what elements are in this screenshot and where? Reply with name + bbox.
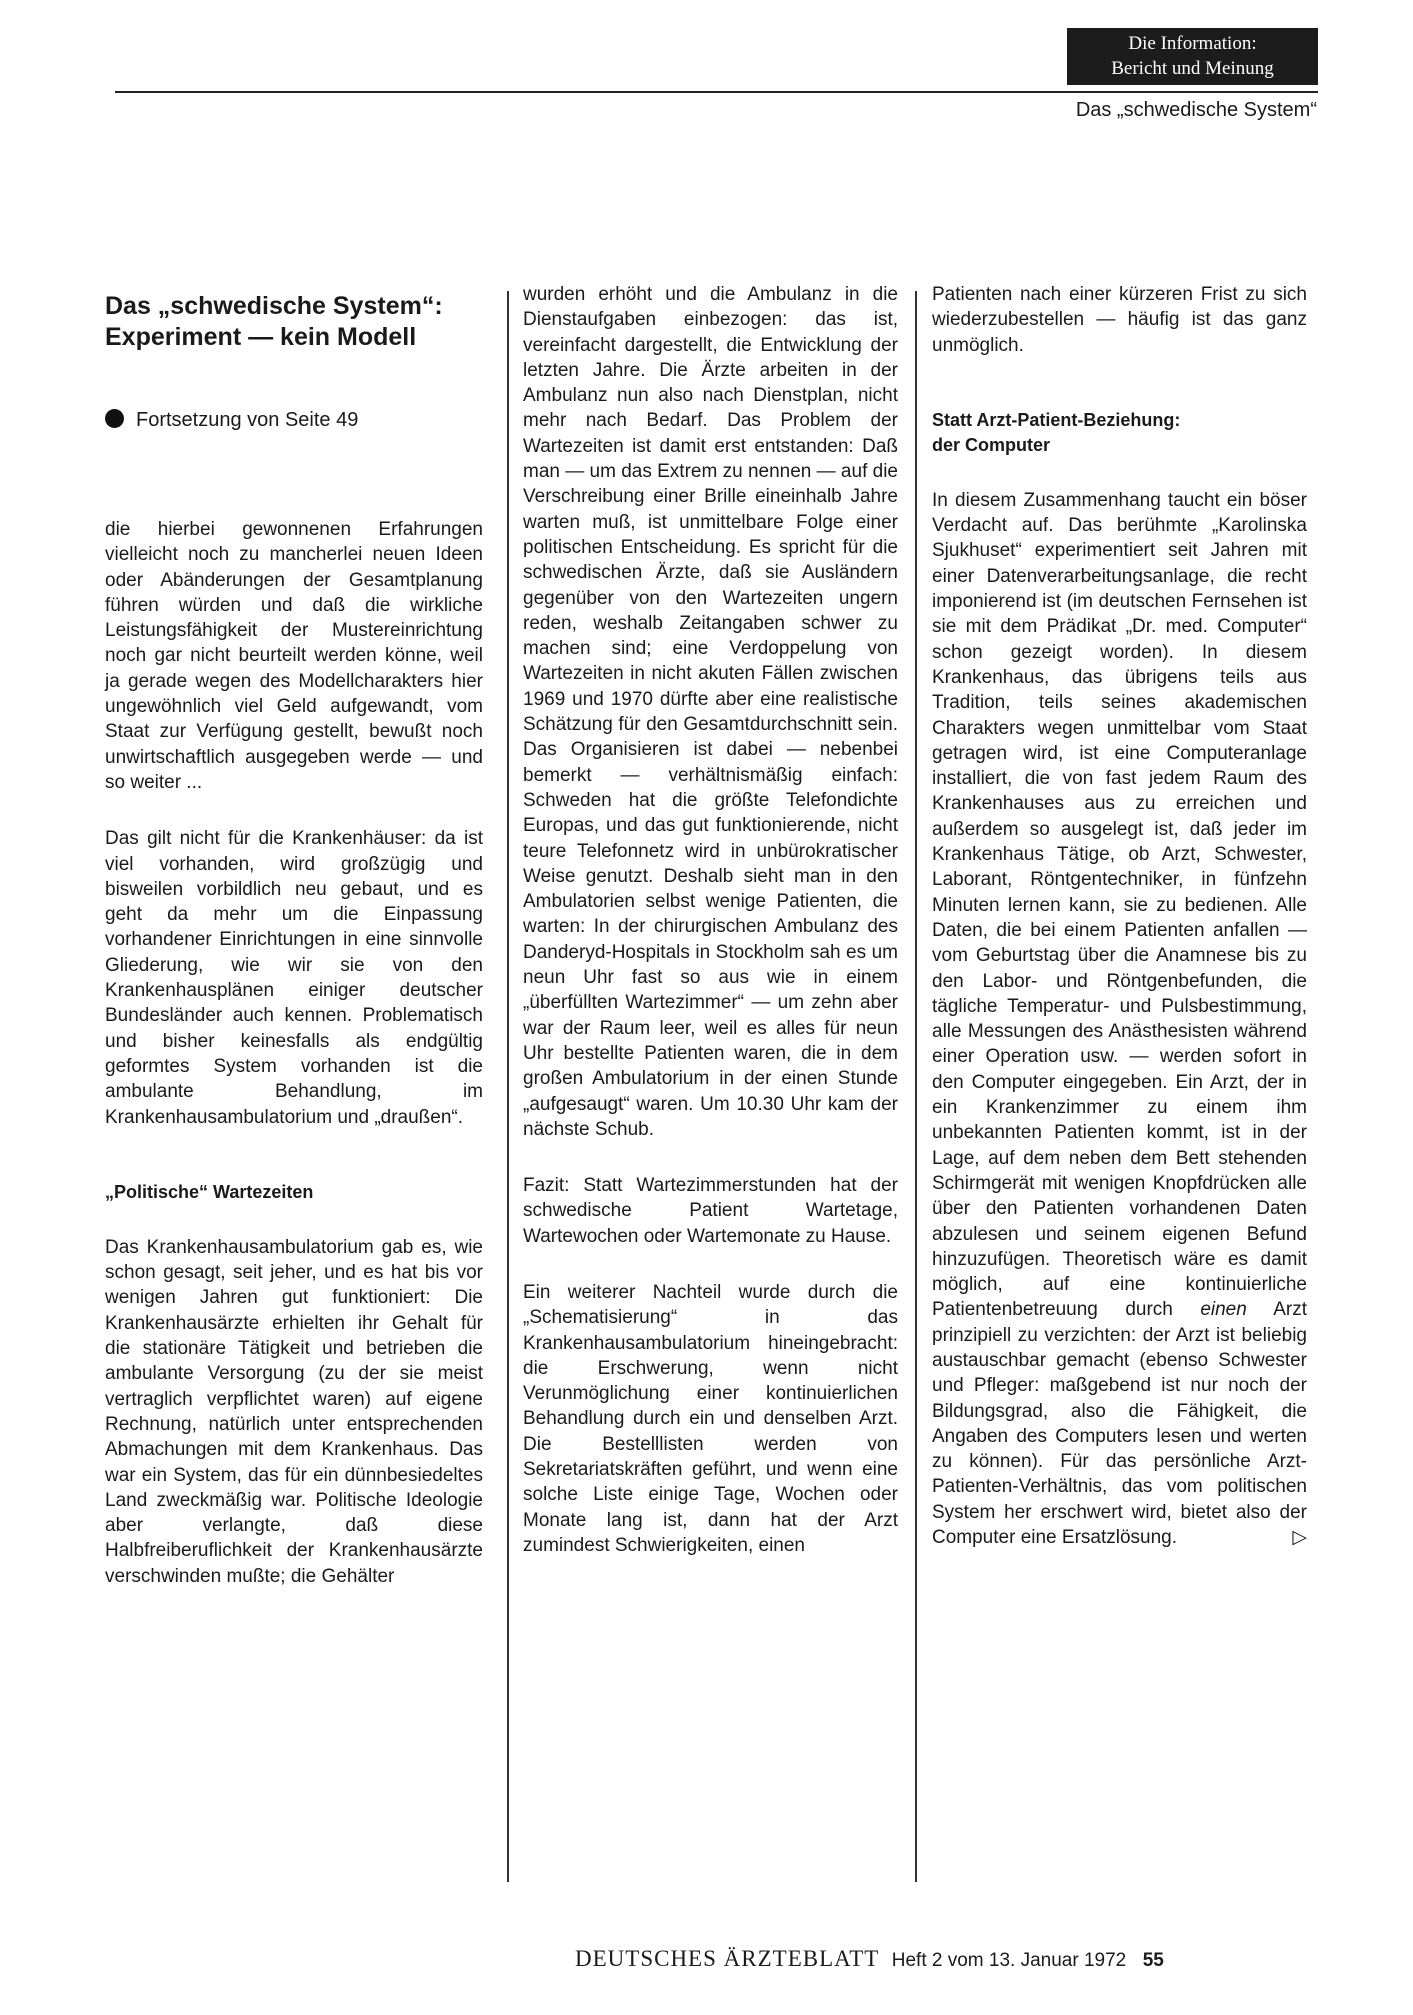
continue-arrow-icon: ▷ <box>1292 1527 1307 1549</box>
col1-paragraph-1: die hierbei gewonnenen Erfahrungen vielleicht noch zu mancherlei neuen Ideen oder Abänderungen der Gesamtplanung führen würden und daß die wirkliche Leistungsfähigkeit der Mustereinrichtung noch gar nicht beurteilt werden könne, weil ja gerade wegen des Modellcharakters hier ungewöhnlich viel Geld aufgewandt, vom Staat zur Verfügung gestellt, bewußt noch unwirtschaftlich ausgegeben werde — und so weiter ... <box>105 519 483 793</box>
column-divider-1 <box>507 291 509 1882</box>
col2-paragraph-1: wurden erhöht und die Ambulanz in die Dienstaufgaben einbezogen: das ist, vereinfacht dargestellt, die Entwicklung der letzten Jahre. Die Ärzte arbeiten in der Ambulanz nun also nach Dienstplan, nicht mehr nach Bedarf. Das Problem der Wartezeiten ist damit erst entstanden: Daß man — um das Extrem zu nennen — auf die Verschreibung einer Brille eineinhalb Jahre warten muß, ist unmittelbare Folge einer politischen Entscheidung. Es spricht für die schwedischen Ärzte, daß sie Ausländern gegenüber von den Wartezeiten ungern reden, weshalb Zeitangaben schwer zu machen sind; eine Verdoppelung von Wartezeiten in nicht akuten Fällen zwischen 1969 und 1970 dürfte aber eine realistische Schätzung für den Gesamtdurchschnitt sein. Das Organisieren ist dabei — nebenbei bemerkt — verhältnismäßig einfach: Schweden hat die größte Telefondichte Europas, und das gut funktionierende, nicht teure Telefonnetz wird in unbürokratischer Weise genutzt. Deshalb sieht man in den Ambulatorien selbst wenige Patienten, die warten: In der chirurgischen Ambulanz des Danderyd-Hospitals in Stockholm sah es um neun Uhr fast so aus wie in einem „überfüllten Wartezimmer“ — um zehn aber war der Raum leer, weil es alles für neun Uhr bestellte Patienten waren, die in dem großen Ambulatorium in der einen Stunde „aufgesaugt“ waren. Um 10.30 Uhr kam der nächste Schub. <box>523 284 898 1140</box>
issue-info: Heft 2 vom 13. Januar 1972 <box>891 1950 1127 1971</box>
col3-paragraph-2-part-b: Arzt prinzipiell zu verzichten: der Arzt ist beliebig austauschbar gemacht (ebenso Schwester und Pfleger: maßgebend ist nur noch der Bildungsgrad, also die Fähigkeit, die Angaben des Computers lesen und werten zu können). Für das persönliche Arzt-Patienten-Verhältnis, das vom politischen System her erschwert wird, bietet also der Computer eine Ersatzlösung. <box>932 1299 1308 1549</box>
article-title-line2: Experiment — kein Modell <box>105 323 417 351</box>
col1-paragraph-2: Das gilt nicht für die Krankenhäuser: da ist viel vorhanden, wird großzügig und bisweilen vorbildlich neu gebaut, und es geht da mehr um die Einpassung vorhandener Einrichtungen in eine sinnvolle Gliederung, wie wir sie von den Krankenhausplänen einiger deutscher Bundesländer auch kennen. Problematisch und bisher keinesfalls als endgültig geformtes System vorhanden ist die ambulante Behandlung, im Krankenhausambulatorium und „draußen“. <box>105 828 483 1128</box>
article-title <box>105 291 483 353</box>
section-badge-line1: Die Information: <box>1128 33 1257 54</box>
col2-paragraph-2: Fazit: Statt Wartezimmerstunden hat der schwedische Patient Wartetage, Wartewochen oder Wartemonate zu Hause. <box>523 1175 898 1247</box>
continuation-note <box>105 407 483 433</box>
header-rule <box>115 91 1318 93</box>
page-footer <box>575 1946 1164 1972</box>
col3-emphasis: einen <box>1200 1299 1247 1321</box>
article-title-line1: Das „schwedische System“: <box>105 292 443 320</box>
col3-paragraph-2 <box>932 488 1307 1550</box>
subheading-computer <box>932 408 1307 458</box>
section-badge <box>1067 28 1318 85</box>
section-badge-line2: Bericht und Meinung <box>1111 58 1274 79</box>
subheading-computer-line1: Statt Arzt-Patient-Beziehung: <box>932 409 1181 430</box>
page-number: 55 <box>1142 1950 1164 1971</box>
col1-paragraph-3: Das Krankenhausambulatorium gab es, wie schon gesagt, seit jeher, und es hat bis vor wenigen Jahren gut funktioniert: Die Krankenhausärzte erhielten ihr Gehalt für die stationäre Tätigkeit und betrieben die ambulante Versorgung (zu der sie meist vertraglich verpflichtet waren) auf eigene Rechnung, natürlich unter entsprechenden Abmachungen mit dem Krankenhaus. Das war ein System, das für ein dünnbesiedeltes Land zweckmäßig war. Politische Ideologie aber verlangte, daß diese Halbfreiberuflichkeit der Krankenhausärzte verschwinden mußte; die Gehälter <box>105 1236 483 1587</box>
subheading-computer-line2: der Computer <box>932 434 1051 455</box>
subheading-politische-wartezeiten: „Politische“ Wartezeiten <box>105 1181 314 1202</box>
column-divider-2 <box>915 291 917 1882</box>
column-2 <box>523 282 898 1558</box>
col3-paragraph-1: Patienten nach einer kürzeren Frist zu sich wiederzubestellen — häufig ist das ganz unmöglich. <box>932 284 1307 356</box>
col2-paragraph-3: Ein weiterer Nachteil wurde durch die „Schematisierung“ in das Krankenhausambulatorium hineingebracht: die Erschwerung, wenn nicht Verunmöglichung einer kontinuierlichen Behandlung durch ein und denselben Arzt. Die Bestelllisten werden von Sekretariatskräften geführt, und wenn eine solche Liste einige Tage, Wochen oder Monate lang ist, dann hat der Arzt zumindest Schwierigkeiten, einen <box>523 1281 898 1556</box>
column-1 <box>105 291 483 1589</box>
journal-name: DEUTSCHES ÄRZTEBLATT <box>575 1946 880 1971</box>
running-title: Das „schwedische System“ <box>1075 99 1317 121</box>
column-3 <box>932 282 1307 1550</box>
continuation-text: Fortsetzung von Seite 49 <box>136 409 359 431</box>
col3-paragraph-2-part-a: In diesem Zusammenhang taucht ein böser Verdacht auf. Das berühmte „Karolinska Sjukhuset“ experimentiert seit Jahren mit einer Datenverarbeitungsanlage, die recht imponierend ist (im deutschen Fernsehen ist sie mit dem Prädikat „Dr. med. Computer“ schon gezeigt worden). In diesem Krankenhaus, das übrigens teils aus Tradition, teils seines akademischen Charakters wegen unmittelbar vom Staat getragen wird, ist eine Computeranlage installiert, die von fast jedem Raum des Krankenhauses aus zu erreichen und außerdem so ausgelegt ist, daß jeder im Krankenhaus Tätige, ob Arzt, Schwester, Laborant, Röntgentechniker, in fünfzehn Minuten lernen kann, sie zu bedienen. Alle Daten, die bei einem Patienten anfallen — vom Geburtstag über die Anamnese bis zu den Labor- und Röntgenbefunden, die tägliche Temperatur- und Pulsbestimmung, alle Messungen des Anästhesisten während einer Operation usw. — werden sofort in den Computer eingegeben. Ein Arzt, der in ein Krankenzimmer zu einem ihm unbekannten Patienten kommt, ist in der Lage, auf dem neben dem Bett stehenden Schirmgerät mit wenigen Knopfdrücken alle über den Patienten vorhandenen Daten abzulesen und seinem eigenen Befund hinzuzufügen. Theoretisch wäre es damit möglich, auf eine kontinuierliche Patientenbetreuung durch <box>932 489 1307 1321</box>
bullet-dot-icon <box>105 409 124 428</box>
